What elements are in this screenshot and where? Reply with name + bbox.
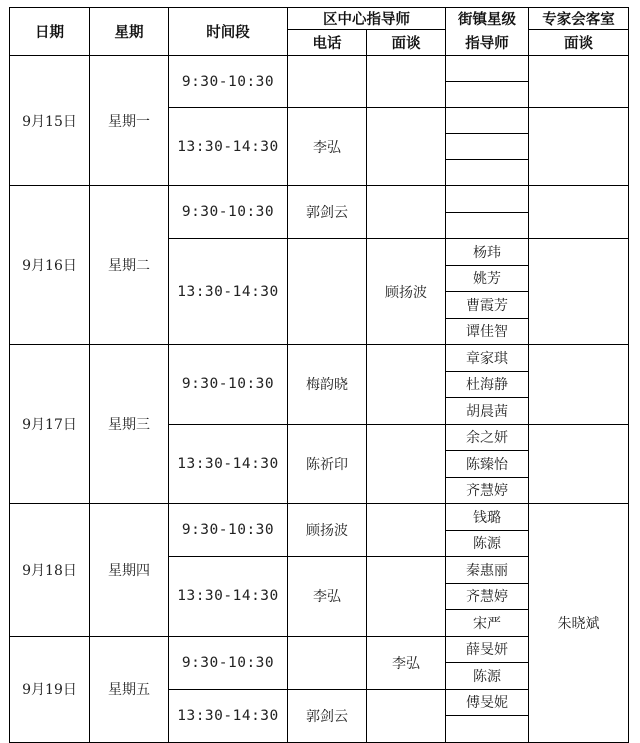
schedule-table — [9, 7, 629, 743]
street-cell: 姚芳 — [446, 265, 529, 292]
street-cell — [446, 186, 529, 213]
weekday-cell: 星期四 — [90, 504, 169, 637]
street-cell: 章家琪 — [446, 345, 529, 372]
street-cell: 钱璐 — [446, 504, 529, 531]
expert-cell — [529, 424, 629, 504]
date-cell: 9月16日 — [10, 186, 90, 345]
face-cell — [367, 504, 446, 557]
header-weekday: 星期 — [90, 8, 169, 56]
time-cell: 9:30-10:30 — [169, 504, 288, 557]
face-cell — [367, 56, 446, 108]
weekday-cell: 星期一 — [90, 56, 169, 186]
street-cell: 齐慧婷 — [446, 583, 529, 610]
street-cell — [446, 160, 529, 186]
street-cell: 陈源 — [446, 663, 529, 690]
header-timeslot: 时间段 — [169, 8, 288, 56]
phone-cell — [288, 239, 367, 345]
street-cell: 曹霞芳 — [446, 292, 529, 319]
time-cell: 13:30-14:30 — [169, 689, 288, 742]
expert-cell — [529, 345, 629, 425]
street-cell — [446, 212, 529, 239]
weekday-cell: 星期二 — [90, 186, 169, 345]
header-street-star: 街镇星级 — [446, 8, 529, 30]
street-cell: 傅旻妮 — [446, 689, 529, 716]
street-cell: 余之妍 — [446, 424, 529, 451]
street-cell: 薛旻妍 — [446, 636, 529, 663]
street-cell: 杨玮 — [446, 239, 529, 266]
face-cell — [367, 345, 446, 425]
expert-cell — [529, 186, 629, 239]
street-cell: 谭佳智 — [446, 318, 529, 345]
time-cell: 13:30-14:30 — [169, 424, 288, 504]
header-expert-room: 专家会客室 — [529, 8, 629, 30]
phone-cell: 李弘 — [288, 557, 367, 637]
face-cell — [367, 108, 446, 186]
street-cell — [446, 108, 529, 134]
street-cell — [446, 56, 529, 82]
phone-cell — [288, 56, 367, 108]
face-cell: 顾扬波 — [367, 239, 446, 345]
time-cell: 13:30-14:30 — [169, 108, 288, 186]
phone-cell: 顾扬波 — [288, 504, 367, 557]
header-face-talk: 面谈 — [367, 30, 446, 56]
phone-cell — [288, 636, 367, 689]
street-cell — [446, 134, 529, 160]
date-cell: 9月15日 — [10, 56, 90, 186]
face-cell — [367, 689, 446, 742]
phone-cell: 梅韵晓 — [288, 345, 367, 425]
face-cell — [367, 557, 446, 637]
street-cell — [446, 716, 529, 743]
street-cell: 齐慧婷 — [446, 477, 529, 504]
header-phone: 电话 — [288, 30, 367, 56]
time-cell: 9:30-10:30 — [169, 345, 288, 425]
face-cell — [367, 424, 446, 504]
header-expert-face-talk: 面谈 — [529, 30, 629, 56]
date-cell: 9月19日 — [10, 636, 90, 742]
expert-cell — [529, 108, 629, 186]
phone-cell: 陈祈印 — [288, 424, 367, 504]
time-cell: 13:30-14:30 — [169, 239, 288, 345]
header-date: 日期 — [10, 8, 90, 56]
date-cell: 9月17日 — [10, 345, 90, 504]
weekday-cell: 星期五 — [90, 636, 169, 742]
expert-cell — [529, 56, 629, 108]
street-cell: 陈源 — [446, 530, 529, 557]
time-cell: 13:30-14:30 — [169, 557, 288, 637]
header-district-center: 区中心指导师 — [288, 8, 446, 30]
phone-cell: 李弘 — [288, 108, 367, 186]
weekday-cell: 星期三 — [90, 345, 169, 504]
time-cell: 9:30-10:30 — [169, 636, 288, 689]
phone-cell: 郭剑云 — [288, 186, 367, 239]
street-cell — [446, 82, 529, 108]
expert-cell — [529, 239, 629, 345]
street-cell: 陈臻怡 — [446, 451, 529, 478]
street-cell: 秦惠丽 — [446, 557, 529, 584]
phone-cell: 郭剑云 — [288, 689, 367, 742]
expert-face-cell: 朱晓斌 — [529, 504, 629, 743]
face-cell — [367, 186, 446, 239]
street-cell: 杜海静 — [446, 371, 529, 398]
header-street-star-2: 指导师 — [446, 30, 529, 56]
street-cell: 宋严 — [446, 610, 529, 637]
time-cell: 9:30-10:30 — [169, 56, 288, 108]
face-cell: 李弘 — [367, 636, 446, 689]
time-cell: 9:30-10:30 — [169, 186, 288, 239]
date-cell: 9月18日 — [10, 504, 90, 637]
street-cell: 胡晨茜 — [446, 398, 529, 425]
